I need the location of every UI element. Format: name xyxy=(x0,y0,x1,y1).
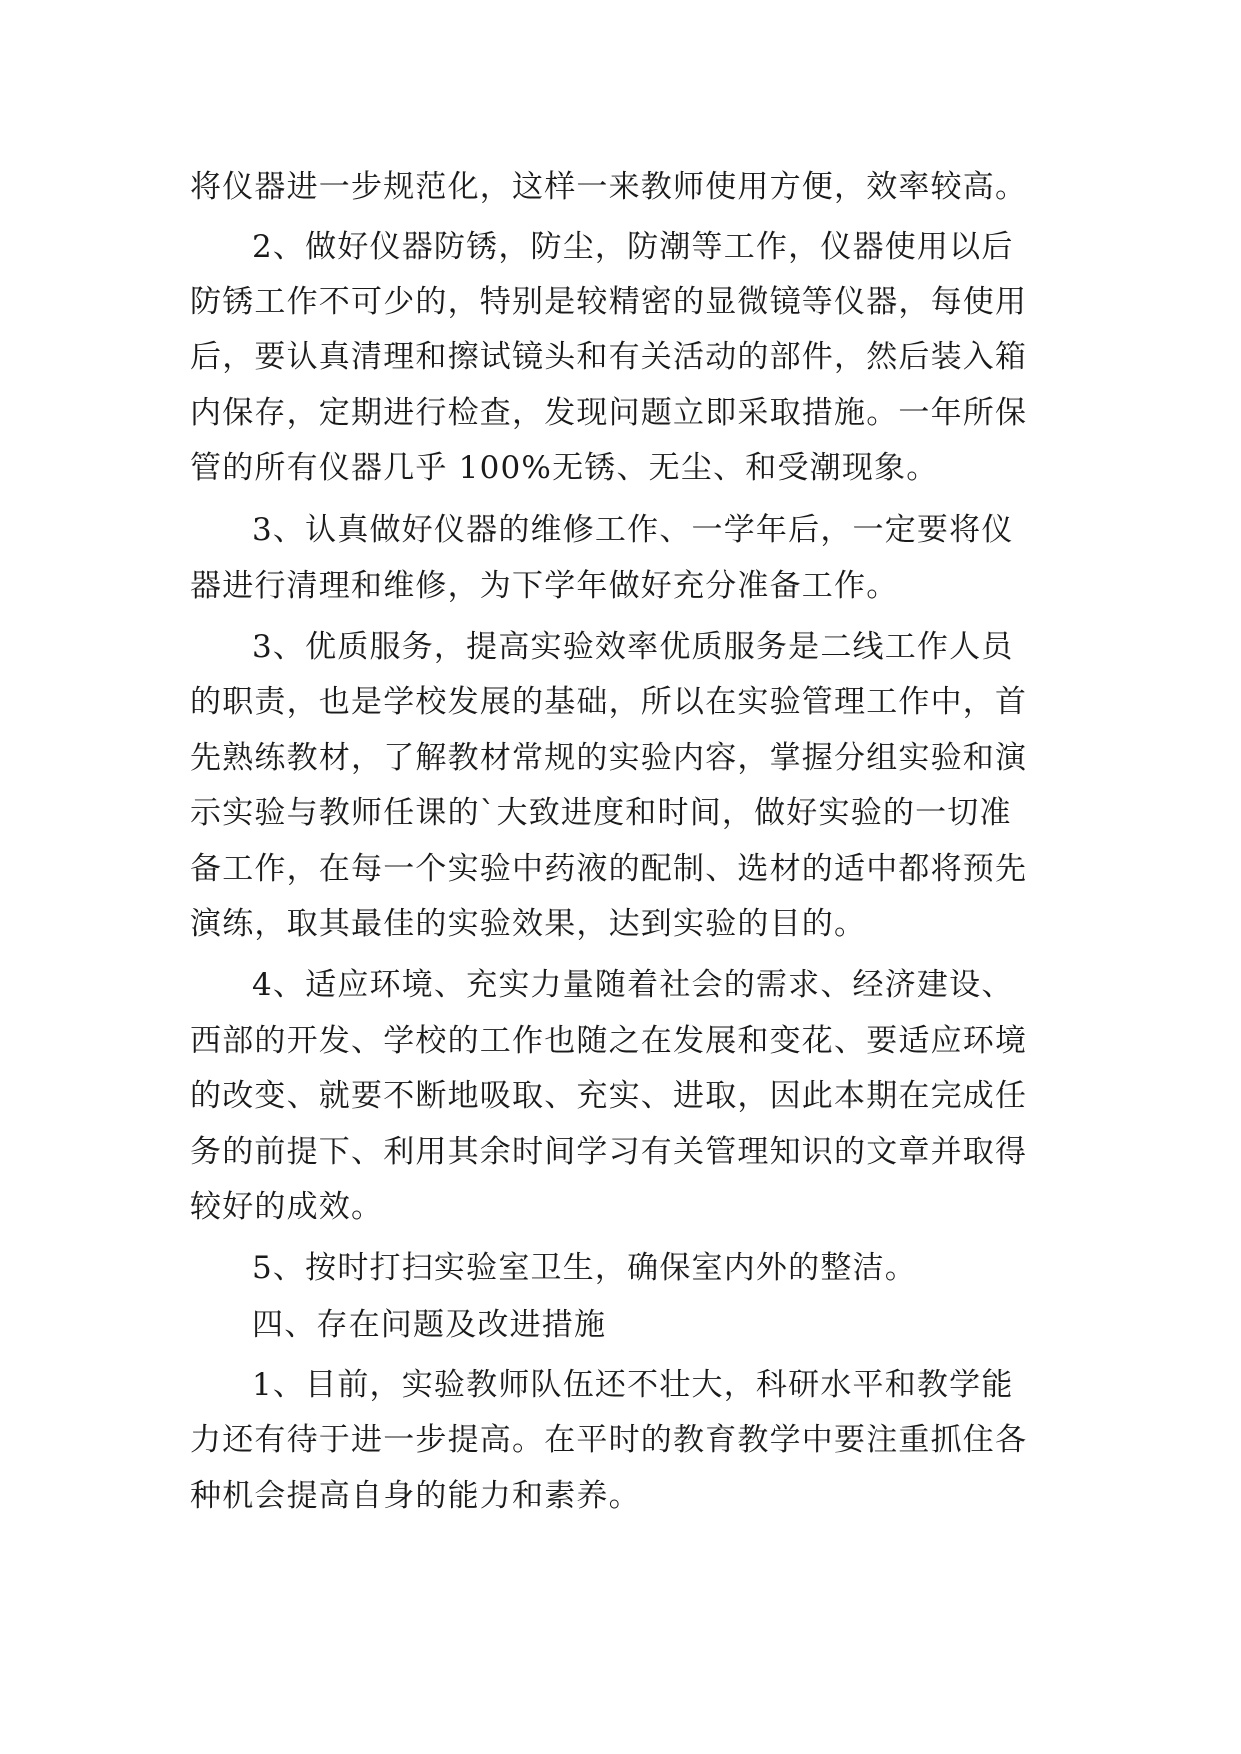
text-line: 示实验与教师任课的`大致进度和时间，做好实验的一切准 xyxy=(190,795,1012,831)
text-line: 西部的开发、学校的工作也随之在发展和变花、要适应环境 xyxy=(190,1023,1028,1059)
text-line: 5、按时打扫实验室卫生，确保室内外的整洁。 xyxy=(252,1250,917,1286)
text-line: 务的前提下、利用其余时间学习有关管理知识的文章并取得 xyxy=(190,1134,1028,1170)
text-line: 较好的成效。 xyxy=(190,1189,384,1225)
text-line: 防锈工作不可少的，特别是较精密的显微镜等仪器，每使用 xyxy=(190,284,1028,320)
text-line: 1、目前，实验教师队伍还不壮大，科研水平和教学能 xyxy=(252,1367,1014,1403)
section-heading: 四、存在问题及改进措施 xyxy=(252,1307,607,1343)
text-line: 器进行清理和维修，为下学年做好充分准备工作。 xyxy=(190,568,899,604)
text-line: 先熟练教材，了解教材常规的实验内容，掌握分组实验和演 xyxy=(190,740,1028,776)
text-line: 种机会提高自身的能力和素养。 xyxy=(190,1478,641,1514)
text-line: 备工作，在每一个实验中药液的配制、选材的适中都将预先 xyxy=(190,851,1028,887)
text-line: 2、做好仪器防锈，防尘，防潮等工作，仪器使用以后 xyxy=(252,229,1014,265)
text-line: 后，要认真清理和擦试镜头和有关活动的部件，然后装入箱 xyxy=(190,339,1028,375)
text-line: 力还有待于进一步提高。在平时的教育教学中要注重抓住各 xyxy=(190,1422,1028,1458)
text-line: 将仪器进一步规范化，这样一来教师使用方便，效率较高。 xyxy=(190,169,1028,205)
text-line: 内保存，定期进行检查，发现问题立即采取措施。一年所保 xyxy=(190,395,1028,431)
text-line: 的职责，也是学校发展的基础，所以在实验管理工作中，首 xyxy=(190,684,1028,720)
text-line: 3、优质服务，提高实验效率优质服务是二线工作人员 xyxy=(252,629,1014,665)
text-line: 演练，取其最佳的实验效果，达到实验的目的。 xyxy=(190,906,867,942)
text-line: 4、适应环境、充实力量随着社会的需求、经济建设、 xyxy=(252,967,1014,1003)
text-line: 的改变、就要不断地吸取、充实、进取，因此本期在完成任 xyxy=(190,1078,1028,1114)
text-line: 管的所有仪器几乎 100%无锈、无尘、和受潮现象。 xyxy=(190,450,939,486)
text-line: 3、认真做好仪器的维修工作、一学年后，一定要将仪 xyxy=(252,512,1014,548)
